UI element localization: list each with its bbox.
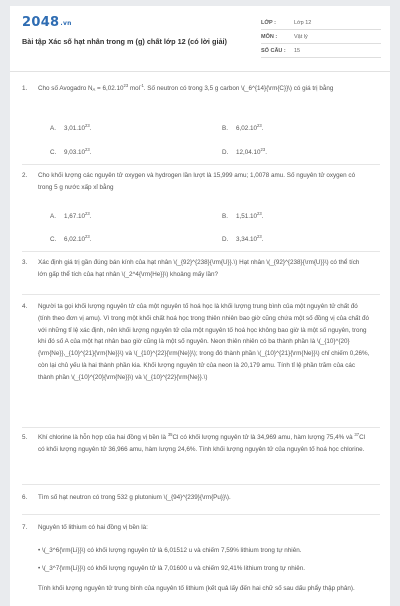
question-text: Tìm số hạt neutron có trong 532 g plutonium \(_{94}^{239}{\rm{Pu}}\). bbox=[38, 494, 231, 501]
meta-label: LỚP : bbox=[261, 19, 276, 26]
divider bbox=[22, 514, 380, 515]
option-label: C. bbox=[50, 236, 57, 243]
option-value: 1,51.10$^{23}$. bbox=[236, 211, 264, 220]
question-text: Cho khối lượng các nguyên tử oxygen và hydrogen lần lượt là 15,999 amu; 1,0078 amu. Số nguyên tử oxygen có trong 5 g nước xấp xỉ bằng bbox=[38, 172, 356, 191]
option-value: 6,02.10$^{23}$. bbox=[236, 123, 264, 132]
option-value: 9,03.10$^{23}$. bbox=[64, 147, 92, 156]
option-c[interactable] bbox=[50, 149, 91, 156]
option-b[interactable] bbox=[222, 213, 263, 220]
document-page bbox=[10, 6, 390, 606]
option-c[interactable] bbox=[50, 236, 91, 243]
question-text-tail: Tính khối lượng nguyên tử trung bình của nguyên tố lithium (kết quả lấy đến hai chữ số sau dấu phẩy thập phân). bbox=[38, 585, 355, 592]
option-d[interactable] bbox=[222, 236, 263, 243]
meta-label: SỐ CÂU : bbox=[261, 47, 286, 54]
list-item: • \(_3^6{\rm{Li}}\) có khối lượng nguyên tử là 6,01512 u và chiếm 7,59% lithium trong tự nhiên. bbox=[38, 547, 302, 554]
option-value: 3,01.10$^{23}$. bbox=[64, 123, 92, 132]
meta-value: Lớp 12 bbox=[294, 19, 312, 26]
divider bbox=[22, 164, 380, 165]
question-number: 7. bbox=[22, 524, 28, 531]
divider bbox=[22, 427, 380, 428]
divider bbox=[22, 484, 380, 485]
question-text: Khí chlorine là hỗn hợp của hai đồng vị bền là $^{35}$Cl có khối lượng nguyên tử là 34,969 amu, hàm lượng 75,4% và $^{37}$Cl có khối lượng nguyên tử 36,966 amu, hàm lượng 24,6%. Tính khối lượng nguyên tử của nguyên tố hoá học chlorine. bbox=[38, 432, 366, 453]
option-label: A. bbox=[50, 125, 56, 132]
meta-label: MÔN : bbox=[261, 33, 278, 40]
meta-table bbox=[261, 16, 381, 58]
option-d[interactable] bbox=[222, 149, 267, 156]
question-number: 6. bbox=[22, 494, 28, 501]
document-header bbox=[10, 6, 390, 72]
list-item: • \(_3^7{\rm{Li}}\) có khối lượng nguyên tử là 7,01600 u và chiếm 92,41% lithium trong tự nhiên. bbox=[38, 565, 305, 572]
question-number: 3. bbox=[22, 259, 28, 266]
logo-text: 2048 bbox=[22, 15, 60, 30]
option-label: B. bbox=[222, 213, 228, 220]
option-a[interactable] bbox=[50, 213, 91, 220]
option-label: B. bbox=[222, 125, 228, 132]
site-logo[interactable] bbox=[22, 15, 72, 30]
option-value: 1,67.10$^{23}$. bbox=[64, 211, 92, 220]
meta-row-class bbox=[261, 16, 381, 30]
question-text: Cho số Avogadro $N_A = 6,02.10^{23}$ mol$^{-1}$. Số neutron có trong 3,5 g carbon \(_6^{14}{\rm{C}}\) có giá trị bằng bbox=[38, 83, 334, 92]
question-number: 1. bbox=[22, 85, 28, 92]
option-label: D. bbox=[222, 236, 229, 243]
option-b[interactable] bbox=[222, 125, 263, 132]
question-text: Nguyên tố lithium có hai đồng vị bền là: bbox=[38, 524, 148, 531]
logo-tld: .vn bbox=[60, 20, 72, 27]
meta-value: Vật lý bbox=[294, 33, 308, 40]
question-text: Người ta gọi khối lượng nguyên tử của một nguyên tố hoá học là khối lượng trung bình của một nguyên tử chất đó (tính theo đơn vị amu). Vì trong một khối chất hoá học trong thiên nhiên bao giờ cũng chứa một số đồng vị của chất đó với những tỉ lệ xác định, nên khối lượng nguyên tử của một nguyên tố hoá học không bao giờ là một số nguyên, trong khi đó số A của một hạt nhân bao giờ cũng là một số nguyên. Neon thiên nhiên có ba thành phần là \(_{10}^{20}{\rm{Ne}},_{10}^{21}{\rm{Ne}}\) và \(_{10}^{22}{\rm{Ne}}\); trong đó thành phần \(_{10}^{21}{\rm{Ne}}\) chỉ chiếm 0,26%, còn lại chủ yếu là hai thành phần kia. Khối lượng nguyên tử của neon là 20,179 amu. Tính tỉ lệ phần trăm của các thành phần \(_{10}^{20}{\rm{Ne}}\) và \(_{10}^{22}{\rm{Ne}}.\) bbox=[38, 303, 370, 381]
question-text: Xác định giá trị gần đúng bán kính của hạt nhân \(_{92}^{238}{\rm{U}}.\) Hạt nhân \(_{92}^{238}{\rm{U}}\) có thể tích lớn gấp thể tích của hạt nhân \(_2^4{\rm{He}}\) khoảng mấy lần? bbox=[38, 259, 360, 278]
option-label: A. bbox=[50, 213, 56, 220]
option-value: 3,34.10$^{23}$. bbox=[236, 234, 264, 243]
divider bbox=[22, 294, 380, 295]
divider bbox=[22, 251, 380, 252]
meta-value: 15 bbox=[294, 47, 301, 54]
option-a[interactable] bbox=[50, 125, 91, 132]
option-label: C. bbox=[50, 149, 57, 156]
option-value: 6,02.10$^{23}$. bbox=[64, 234, 92, 243]
option-label: D. bbox=[222, 149, 229, 156]
option-value: 12,04.10$^{23}$. bbox=[236, 147, 267, 156]
meta-row-count bbox=[261, 44, 381, 58]
question-number: 2. bbox=[22, 172, 28, 179]
question-number: 5. bbox=[22, 434, 28, 441]
meta-row-subject bbox=[261, 30, 381, 44]
document-title: Bài tập Xác số hạt nhân trong m (g) chất lớp 12 (có lời giải) bbox=[22, 37, 227, 46]
question-number: 4. bbox=[22, 303, 28, 310]
